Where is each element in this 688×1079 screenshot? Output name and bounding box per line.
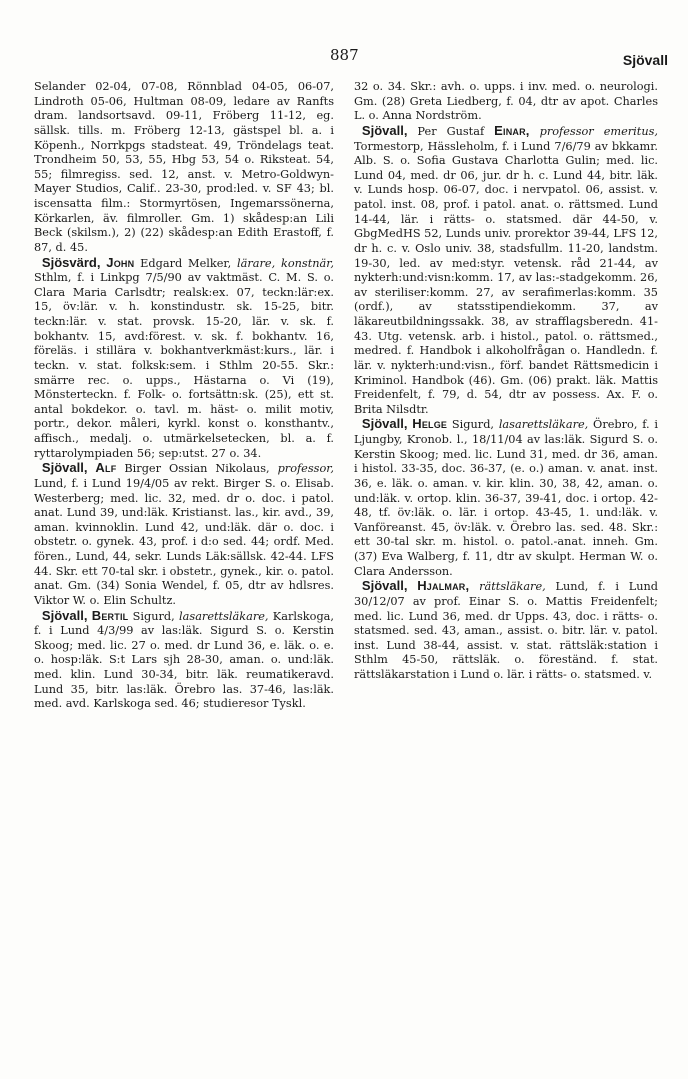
entry-text: Lund, f. i Lund 30/12/07 av prof. Einar S. o. Mattis Freidenfelt; med. lic. Lund 36, med. dr Upps. 43, doc. i rätts- o. statsmed. sed. 43, aman., assist. o. bitr. lär. v. patol. inst. Lund 38-44, assist. v. stat. rättsläk:station i Sthlm 45-50, rättsläk. o. föreständ. f. stat. rättsläkarstation i Lund o. lär. i rätts- o. statsmed. v. [354, 580, 658, 681]
entry-given-name: Einar, [494, 122, 530, 138]
entry-other-names: Sigurd, [128, 609, 180, 623]
entry-given-prefix: Per Gustaf [407, 124, 495, 138]
right-column [354, 80, 658, 683]
entry-surname: Sjösvärd, [41, 254, 101, 270]
entry-title: lärare, konstnär, [237, 256, 335, 270]
entry-given-name: Hjalmar, [417, 578, 470, 594]
page-number: 887 [330, 46, 359, 64]
left-column [34, 80, 334, 712]
continuation-text: 32 o. 34. Skr.: avh. o. upps. i inv. med. o. neurologi. Gm. (28) Greta Liedberg, f. 04, dtr av apot. Charles L. o. Anna Nordström. [354, 80, 658, 123]
entry-title: professor emeritus, [539, 124, 658, 138]
page-header [0, 46, 688, 70]
entry-given-name: Alf [95, 460, 117, 476]
entry-text: Örebro, f. i Ljungby, Kronob. l., 18/11/04 av las:läk. Sigurd S. o. Kerstin Skoog; med. lic. Lund 31, med. dr 36, aman. i histol. 33-35, doc. 36-37, (e. o.) aman. v. anat. inst. 36, e. läk. o. aman. v. kir. klin. 30, 38, 42, aman. o. und:läk. v. ortop. klin. 36-37, 39-41, doc. i ortop. 42-48, tf. öv:läk. o. lär. i ortop. 43-45, 1. und:läk. v. Vanföreanst. 45, öv:läk. v. Örebro las. sed. 48. Skr.: ett 30-tal skr. m. histol. o. patol.-anat. inneh. Gm. (37) Eva Walberg, f. 11, dtr av skulpt. Herman W. o. Clara Andersson. [354, 418, 658, 578]
entry-other-names [530, 125, 540, 138]
entry-surname: Sjövall, [41, 607, 88, 623]
entry-sjovall-einar [354, 124, 658, 418]
continuation-text: Selander 02-04, 07-08, Rönnblad 04-05, 06-07, Lindroth 05-06, Hultman 08-09, ledare av Ranfts dram. landsortsavd. 09-11, Fröberg 11-12, eg. sällsk. tills. m. Fröberg 12-13, gästspel bl. a. i Köpenh., Norrkpgs stadsteat. 49, Tröndelags teat. Trondheim 50, 53, 55, Hbg 53, 54 o. Riksteat. 54, 55; filmregiss. sed. 12, anst. v. Metro-Goldwyn-Mayer Studios, Calif.. 23-30, prod:led. v. SF 43; bl. iscensatta film.: Stormyrtösen, Ingemarssönerna, Körkarlen, äv. filmroller. Gm. 1) skådesp:an Lili Beck (skilsm.), 2) (22) skådesp:an Edith Erastoff, f. 87, d. 45. [34, 80, 334, 254]
running-head: Sjövall [622, 52, 668, 68]
entry-surname: Sjövall, [361, 122, 408, 138]
entry-other-names [469, 580, 479, 593]
entry-sjosvard-john [34, 256, 334, 462]
entry-sjovall-hjalmar [354, 579, 658, 682]
entry-text: Tormestorp, Hässleholm, f. i Lund 7/6/79 av bkkamr. Alb. S. o. Sofia Gustava Charlotta Gulin; med. lic. Lund 04, med. dr 06, jur. dr h. c. Lund 44, bitr. läk. v. Lunds hosp. 06-07, doc. i nervpatol. 06, assist. v. patol. inst. 08, prof. i patol. anat. o. rättsmed. Lund 14-44, lär. i rätts- o. statsmed. där 44-50, v. GbgMedHS 52, Lunds univ. prorektor 39-44, LFS 12, dr h. c. v. Oslo univ. 38, stadsfullm. 11-20, landstm. 19-30, led. av med:styr. vetensk. råd 21-44, av nykterh:und:visn:komm. 17, av las:-stadgekomm. 26, av steriliser:komm. 27, av serafimerlas:komm. 35 (ordf.), av statsstipendiekomm. 37, av läkareutbildningssakk. 38, av strafflagsberedn. 41-43. Utg. vetensk. arb. i histol., patol. o. rättsmed., medred. f. Handbok i alkoholfrågan o. Handledn. f. lär. v. nykterh:und:visn., förf. bandet Rättsmedicin i Kriminol. Handbok (46). Gm. (06) prakt. läk. Mattis Freidenfelt, f. 79, d. 54, dtr av possess. Ax. F. o. Brita Nilsdtr. [354, 139, 658, 416]
entry-given-name: Helge [412, 416, 448, 432]
entry-surname: Sjövall, [41, 460, 88, 476]
entry-other-names: Edgard Melker, [134, 256, 237, 270]
entry-sjovall-alf [34, 461, 334, 608]
entry-title: lasarettsläkare, [498, 418, 589, 432]
entry-sjovall-helge [354, 417, 658, 579]
entry-other-names: Birger Ossian Nikolaus, [116, 462, 278, 476]
entry-given-name: John [106, 254, 135, 270]
entry-text: Lund, f. i Lund 19/4/05 av rekt. Birger S. o. Elisab. Westerberg; med. lic. 32, med. dr o. doc. i patol. anat. Lund 39, und:läk. Kristianst. las., kir. avd., 39, aman. kvinnoklin. Lund 42, und:läk. där o. doc. i obstetr. o. gynek. 43, prof. i d:o sed. 44; ordf. Med. fören., Lund, 44, sekr. Lunds Läk:sällsk. 42-44. LFS 44. Skr. ett 70-tal skr. i obstetr., gynek., kir. o. patol. anat. Gm. (34) Sonia Wendel, f. 05, dtr av hdlsres. Viktor W. o. Elin Schultz. [34, 476, 334, 607]
entry-title: professor, [277, 462, 335, 476]
entry-surname: Sjövall, [361, 416, 408, 432]
entry-other-names: Sigurd, [447, 418, 499, 432]
entry-sjovall-bertil [34, 609, 334, 712]
entry-text: Karlskoga, f. i Lund 4/3/99 av las:läk. Sigurd S. o. Kerstin Skoog; med. lic. 27 o. med. dr Lund 36, e. läk. o. e. o. hosp:läk. S:t Lars sjh 28-30, aman. o. und:läk. med. klin. Lund 30-34, bitr. läk. reumatikeravd. Lund 35, bitr. las:läk. Örebro las. 37-46, las:läk. med. avd. Karlskoga sed. 46; studieresor Tyskl. [34, 609, 334, 711]
entry-surname: Sjövall, [361, 578, 408, 594]
entry-given-name: Bertil [91, 607, 129, 623]
entry-title: rättsläkare, [479, 580, 546, 594]
entry-text: Sthlm, f. i Linkpg 7/5/90 av vaktmäst. C. M. S. o. Clara Maria Carlsdtr; realsk:ex. 07, teckn:lär:ex. 15, öv:lär. v. h. konstindustr. sk. 15-25, bitr. teckn:lär. v. stat. provsk. 15-20, lär. v. sk. f. bokhantv. 15, avd:förest. v. sk. f. bokhantv. 16, föreläs. i stillära v. bokhantverkmäst:kurs., lär. i teckn. v. stat. folksk:sem. i Sthlm 20-55. Skr.: smärre rec. o. upps., Hästarna o. Vi (19), Mönsterteckn. f. Folk- o. fortsättn:sk. (25), ett st. antal bokdekor. o. tavl. m. häst- o. milit motiv, portr., dekor. måleri, kyrkl. konst o. konsthantv., affisch., medalj. o. utmärkelsetecken, bl. a. f. ryttarolympiaden 56; sep:utst. 27 o. 34. [34, 271, 334, 460]
entry-title: lasarettsläkare, [179, 609, 269, 623]
